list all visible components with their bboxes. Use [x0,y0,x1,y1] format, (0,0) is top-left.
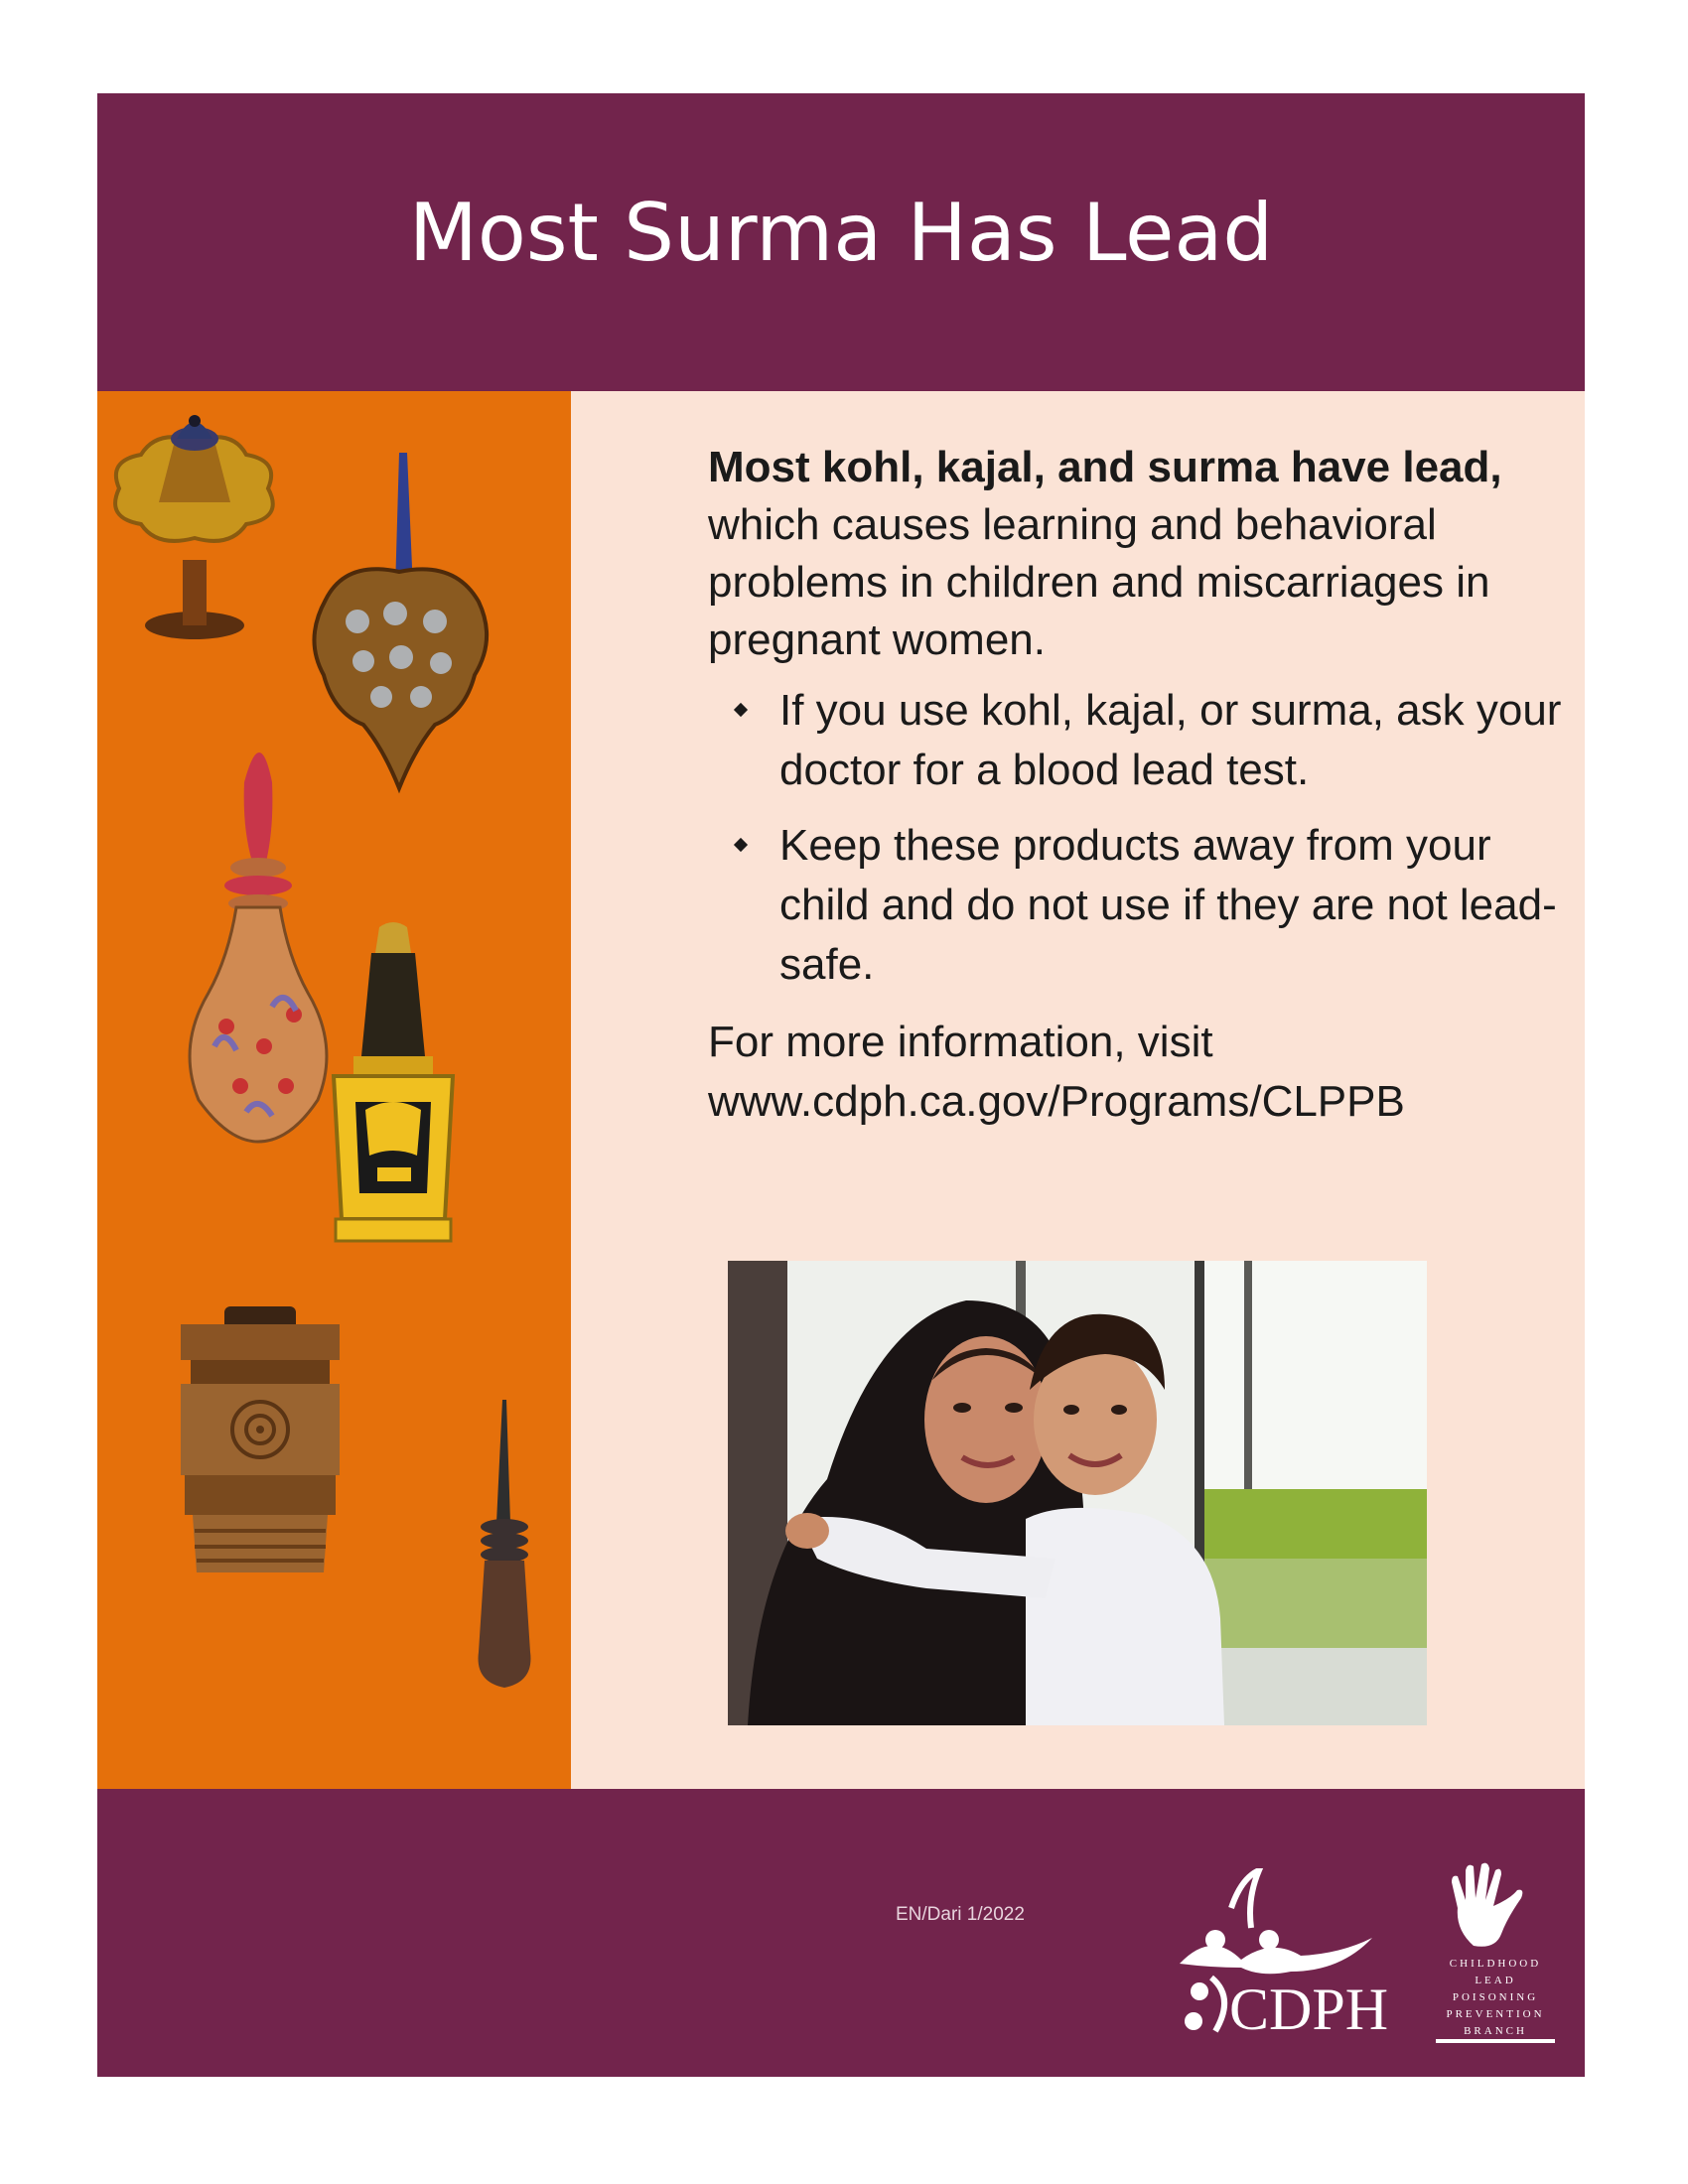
surma-pot-icon [115,415,273,639]
diamond-bullet-icon [734,703,748,717]
page-title: Most Surma Has Lead [408,186,1274,279]
intro-paragraph [708,439,1562,669]
mother-child-photo [728,1261,1427,1725]
more-info-url[interactable]: www.cdph.ca.gov/Programs/CLPPB [708,1077,1405,1126]
info-panel [571,391,1585,1789]
surma-containers-illustration [97,391,571,1789]
intro-rest: which causes learning and behavioral problems in children and miscarriages in pregnant women. [708,500,1490,664]
clppb-line-3: PREVENTION [1446,2008,1545,2020]
clppb-line-2: LEAD POISONING [1452,1975,1539,2003]
cdph-logo-text: CDPH [1229,1977,1389,2037]
clppb-logo [1436,1860,1555,2049]
edition-label: EN/Dari 1/2022 [896,1904,1025,1925]
advice-list [708,681,1562,995]
clppb-text [1436,1956,1555,2040]
painted-bottle-icon [190,752,327,1142]
advice-text: If you use kohl, kajal, or surma, ask your doctor for a blood lead test. [779,686,1562,794]
clppb-divider [1436,2039,1555,2043]
more-info-label: For more information, visit [708,1018,1213,1066]
advice-text: Keep these products away from your child and do not use if they are not lead-safe. [779,821,1557,989]
info-text [708,439,1562,1132]
clppb-line-1: CHILDHOOD [1449,1958,1542,1970]
stick-applicator-icon [479,1400,531,1688]
wooden-container-icon [181,1306,340,1572]
cdph-logo [1172,1868,1410,2037]
poster [97,93,1585,2077]
mother-child-illustration [728,1261,1427,1725]
more-info [708,1013,1562,1132]
footer-banner [97,1789,1585,2077]
paddle-applicator-icon [314,453,487,788]
clppb-line-4: BRANCH [1464,2025,1527,2037]
list-item [708,816,1562,995]
gold-box-bottle-icon [334,922,453,1241]
list-item [708,681,1562,800]
surma-products-panel [97,391,571,1789]
header-banner [97,93,1585,391]
handprint-icon [1436,1860,1555,1950]
diamond-bullet-icon [734,838,748,852]
intro-lead: Most kohl, kajal, and surma have lead, [708,443,1502,491]
